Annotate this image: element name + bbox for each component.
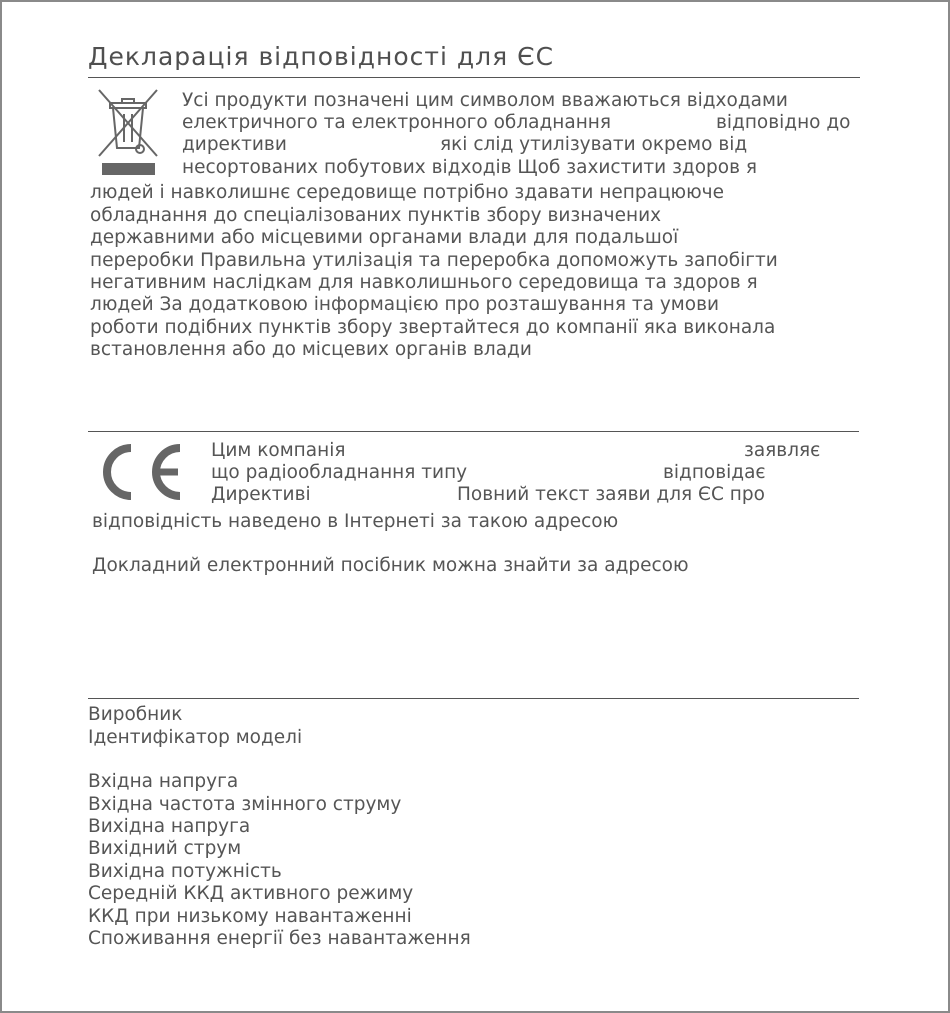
weee-text-line-3b: які слід утилізувати окремо від [440,134,748,155]
spec-label: Вихідна потужність [88,861,282,882]
weee-text-line-2a: електричного та електронного обладнання [182,112,612,133]
weee-body-line: негативним наслідкам для навколишнього середовища та здоров я [90,272,758,293]
ce-text-line-3a: Директиві [211,484,311,505]
spec-label: Середній ККД активного режиму [88,883,414,904]
weee-text-line-3a: директиви [182,134,287,155]
model-id-label: Ідентифікатор моделі [88,727,303,748]
spec-label: ККД при низькому навантаженні [88,906,412,927]
spec-label: Споживання енергії без навантаження [88,928,471,949]
weee-body-line: встановлення або до місцевих органів влади [90,339,532,360]
weee-crossed-bin-icon [96,87,160,179]
title-divider [88,77,860,78]
specs-divider [88,698,859,699]
weee-text-line-4: несортованих побутових відходів Щоб захистити здоров я [182,157,757,178]
ce-text-line-2a: що радіообладнання типу [211,462,468,483]
weee-body-line: людей і навколишнє середовище потрібно здавати непрацююче [90,182,724,203]
ce-text-line-2b: відповідає [663,462,766,483]
ce-text-line-1a: Цим компанія [211,440,346,461]
ce-text-line-4: відповідність наведено в Інтернеті за такою адресою [92,511,619,532]
manual-text: Докладний електронний посібник можна знайти за адресою [92,555,689,576]
spec-label: Вхідна частота змінного струму [88,794,402,815]
weee-body-line: державними або місцевими органами влади для подальшої [90,227,679,248]
weee-text-line-1: Усі продукти позначені цим символом вважаються відходами [182,90,788,111]
weee-body-line: обладнання до спеціалізованих пунктів збору визначених [90,205,662,226]
spec-label: Вихідна напруга [88,816,251,837]
ce-mark-icon [98,442,186,502]
ce-text-line-3b: Повний текст заяви для ЄС про [457,484,765,505]
manufacturer-label: Виробник [88,704,183,725]
weee-text-line-2b: відповідно до [716,112,851,133]
weee-body-line: переробки Правильна утилізація та переробка допоможуть запобігти [90,250,778,271]
page-title: Декларація відповідності для ЄС [88,42,555,71]
ce-section-divider [88,431,859,432]
spec-label: Вхідна напруга [88,771,239,792]
weee-body-line: роботи подібних пунктів збору звертайтеся до компанії яка виконала [90,317,776,338]
spec-label: Вихідний струм [88,838,242,859]
ce-text-line-1b: заявляє [744,440,821,461]
weee-body-line: людей За додатковою інформацією про розташування та умови [90,294,719,315]
